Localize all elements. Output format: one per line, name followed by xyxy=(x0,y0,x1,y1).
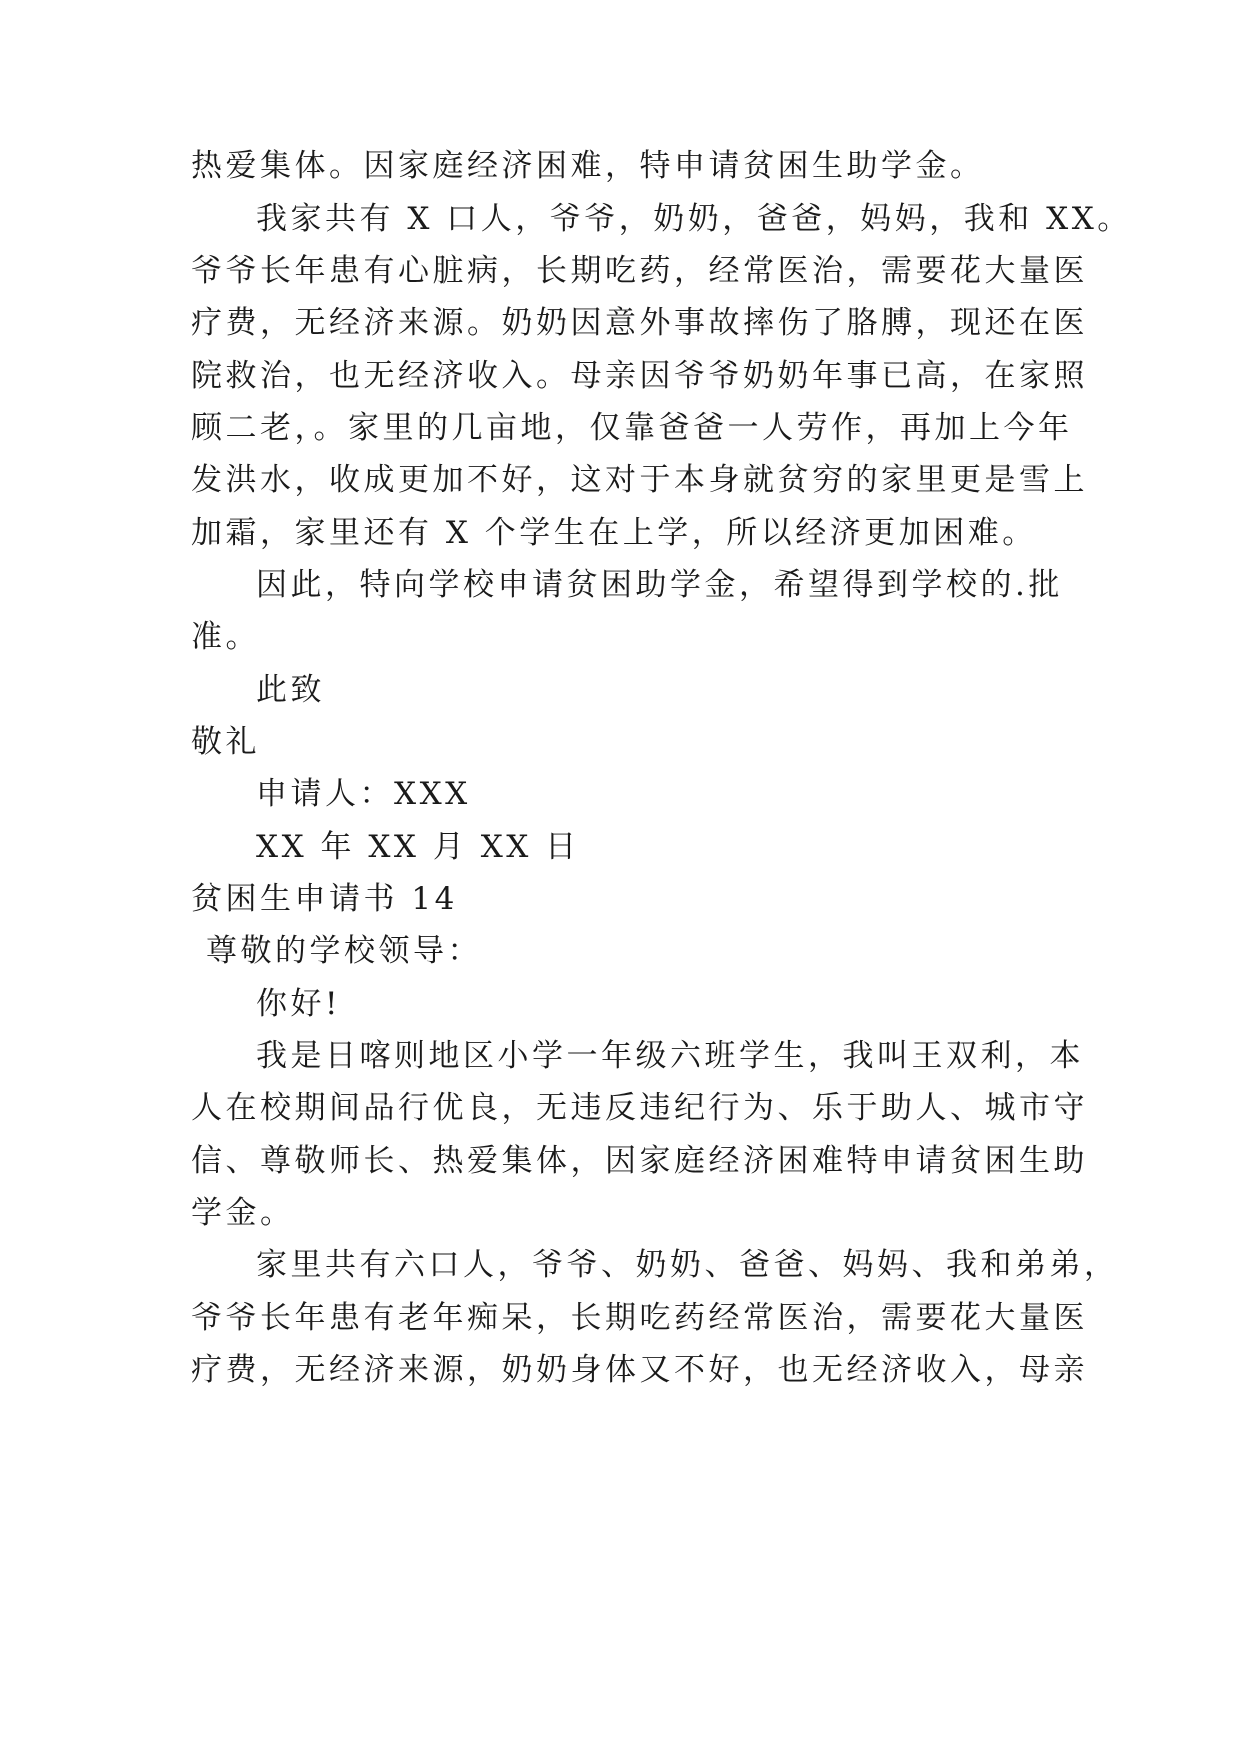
paragraph-start-line: 我家共有 X 口人，爷爷，奶奶，爸爸，妈妈，我和 XX。 xyxy=(256,201,1132,237)
applicant-signature: 申请人：XXX xyxy=(256,776,471,812)
closing-salutation: 此致 xyxy=(256,672,325,708)
closing-regards: 敬礼 xyxy=(191,724,260,760)
text-line: 热爱集体。因家庭经济困难，特申请贫困生助学金。 xyxy=(191,148,985,184)
paragraph-start-line: 因此，特向学校申请贫困助学金，希望得到学校的.批 xyxy=(256,567,1063,603)
text-line: 疗费，无经济来源。奶奶因意外事故摔伤了胳膊，现还在医 xyxy=(191,305,1088,341)
paragraph-start-line: 我是日喀则地区小学一年级六班学生，我叫王双利，本 xyxy=(256,1038,1084,1074)
greeting-recipient: 尊敬的学校领导： xyxy=(206,933,482,969)
date-line: XX 年 XX 月 XX 日 xyxy=(256,829,580,865)
text-line: 顾二老，。家里的几亩地，仅靠爸爸一人劳作，再加上今年 xyxy=(191,410,1073,446)
greeting: 你好! xyxy=(256,986,341,1022)
paragraph-start-line: 家里共有六口人，爷爷、奶奶、爸爸、妈妈、我和弟弟， xyxy=(256,1247,1119,1283)
text-line: 信、尊敬师长、热爱集体，因家庭经济困难特申请贫困生助 xyxy=(191,1143,1088,1179)
text-line: 发洪水，收成更加不好，这对于本身就贫穷的家里更是雪上 xyxy=(191,462,1088,498)
text-line: 疗费，无经济来源，奶奶身体又不好，也无经济收入，母亲 xyxy=(191,1352,1088,1388)
text-line: 准。 xyxy=(191,619,260,655)
section-title: 贫困生申请书 14 xyxy=(191,881,458,917)
text-line: 学金。 xyxy=(191,1195,295,1231)
text-line: 人在校期间品行优良，无违反违纪行为、乐于助人、城市守 xyxy=(191,1090,1088,1126)
text-line: 加霜，家里还有 X 个学生在上学，所以经济更加困难。 xyxy=(191,515,1037,551)
text-line: 爷爷长年患有老年痴呆，长期吃药经常医治，需要花大量医 xyxy=(191,1300,1088,1336)
text-line: 院救治，也无经济收入。母亲因爷爷奶奶年事已高，在家照 xyxy=(191,358,1088,394)
text-line: 爷爷长年患有心脏病，长期吃药，经常医治，需要花大量医 xyxy=(191,253,1088,289)
